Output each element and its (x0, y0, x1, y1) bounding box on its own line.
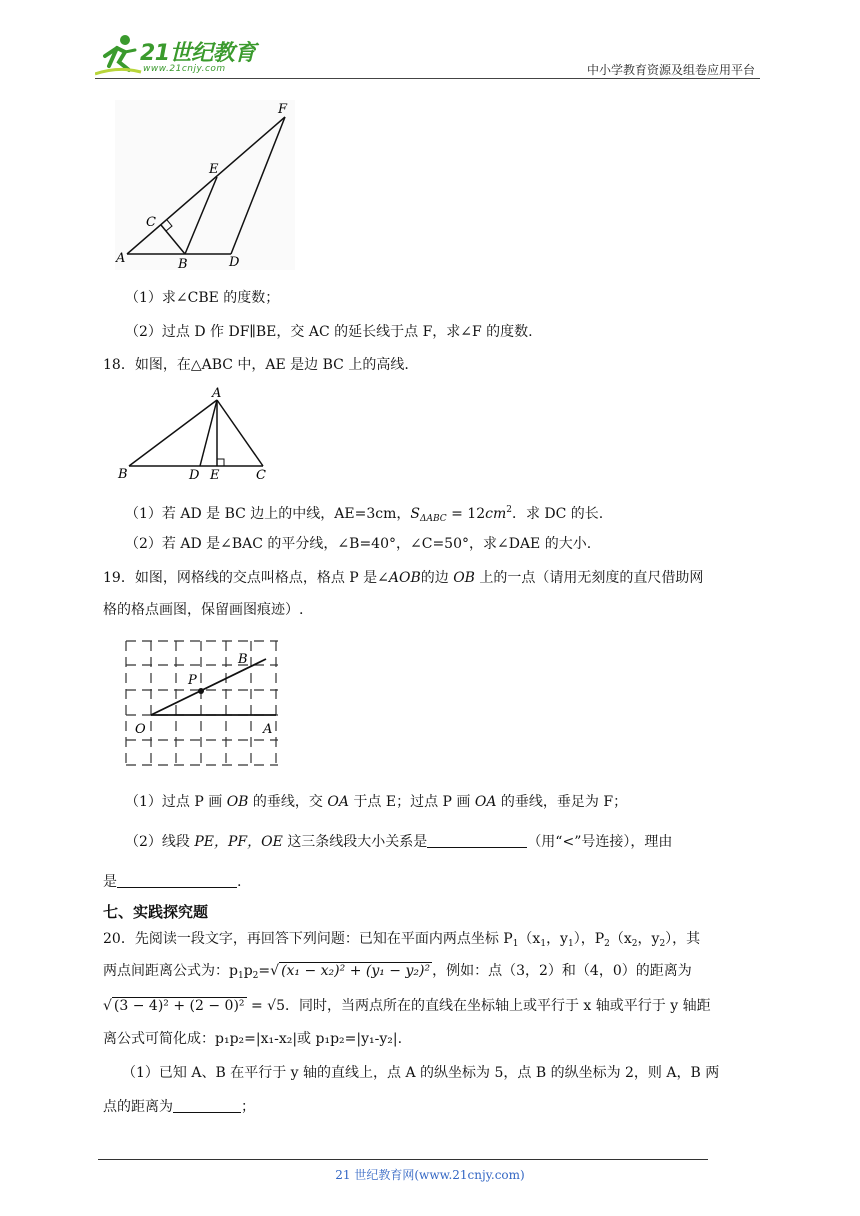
answer-blank-order[interactable] (427, 833, 527, 848)
segment-AB (129, 400, 217, 466)
label-C: C (256, 468, 266, 483)
q17-part2: （2）过点 D 作 DF∥BE，交 AC 的延长线于点 F，求∠F 的度数. (125, 324, 533, 340)
q18-part1: （1）若 AD 是 BC 边上的中线，AE=3cm，$S_{\Delta ABC} = 12cm^2$．求 DC 的长. (125, 505, 604, 524)
label-C: C (146, 215, 156, 230)
label-E: E (209, 162, 219, 177)
footer-site[interactable]: 21 世纪教育网(www.21cnjy.com) (335, 1168, 525, 1182)
q19-part2-line2: 是 . (103, 874, 242, 890)
right-angle-mark-E (217, 459, 224, 466)
figure-q19-grid (120, 635, 285, 775)
header-platform-name: 中小学教育资源及组卷应用平台 (586, 63, 755, 77)
sqrt-sign-icon: √ (270, 963, 280, 979)
distance-formula: (x₁ − x₂)² + (y₁ − y₂)² (281, 963, 431, 979)
label-B: B (118, 467, 128, 482)
section-title: 七、实践探究题 (103, 903, 209, 921)
q19-part1: （1）过点 P 画 OB 的垂线，交 OA 于点 E；过点 P 画 OA 的垂线，垂足为 F； (125, 794, 628, 810)
label-B: B (238, 652, 248, 667)
q20-line1: 20．先阅读一段文字，再回答下列问题：已知在平面内两点坐标 $P_1(x_1$，$y_1$），$P_2(x_2$，$y_2$），其 (103, 931, 701, 949)
sqrt-sign-icon: √ (103, 998, 112, 1014)
logo-title: 21世纪教育 (140, 41, 256, 66)
q20-line3: √ (3 − 4)² + (2 − 0)² = √5．同时，当两点所在的直线在坐标轴上或平行于 x 轴或平行于 y 轴距 (103, 998, 711, 1014)
label-D: D (229, 255, 240, 270)
label-D: D (189, 468, 200, 483)
ray-OB (151, 659, 266, 715)
grid-lines (126, 641, 278, 765)
segment-AC (217, 400, 263, 466)
point-P (198, 688, 204, 694)
q17-part1: （1）求∠CBE 的度数； (125, 290, 280, 306)
label-F: F (278, 102, 288, 117)
q19-stem-line1: 19．如图，网格线的交点叫格点，格点 P 是∠AOB的边 OB 上的一点（请用无刻度的直尺借助网 (103, 570, 704, 586)
label-E: E (210, 468, 220, 483)
q20-line4: 离公式可简化成：p₁p₂=|x₁-x₂|或 p₁p₂=|y₁-y₂|. (103, 1031, 403, 1047)
label-A: A (212, 386, 222, 401)
figure-q18 (115, 385, 275, 485)
footer-divider (98, 1159, 708, 1160)
q18-stem: 18．如图，在△ABC 中，AE 是边 BC 上的高线. (103, 357, 409, 373)
label-A: A (263, 722, 273, 737)
figure-q17 (115, 100, 295, 270)
q20-line2: 两点间距离公式为：$p_1p_2=√$ (x₁ − x₂)² + (y₁ − y₂)² ，例如：点（3，2）和（4，0）的距离为 (103, 963, 692, 981)
site-logo (95, 30, 260, 80)
q19-part2: （2）线段 PE，PF，OE 这三条线段大小关系是 （用“<”号连接），理由 (125, 834, 673, 850)
label-O: O (135, 722, 146, 737)
segment-AD (200, 400, 217, 466)
runner-logo-icon (95, 30, 143, 78)
answer-blank-distance[interactable] (173, 1098, 241, 1113)
q18-part2: （2）若 AD 是∠BAC 的平分线，∠B=40°，∠C=50°，求∠DAE 的大小. (125, 536, 592, 552)
q20-part1-line1: （1）已知 A、B 在平行于 y 轴的直线上，点 A 的纵坐标为 5，点 B 的纵坐标为 2，则 A，B 两 (122, 1065, 720, 1081)
label-P: P (188, 673, 197, 688)
label-A: A (116, 251, 126, 266)
q20-part1-line2: 点的距离为 ； (103, 1099, 255, 1115)
logo-url: www.21cnjy.com (143, 64, 226, 74)
q19-stem-line2: 格的格点画图，保留画图痕迹）. (103, 602, 304, 618)
example-formula: (3 − 4)² + (2 − 0)² (113, 998, 245, 1014)
label-B: B (178, 257, 188, 270)
header-divider (95, 78, 760, 79)
answer-blank-reason[interactable] (117, 873, 237, 888)
